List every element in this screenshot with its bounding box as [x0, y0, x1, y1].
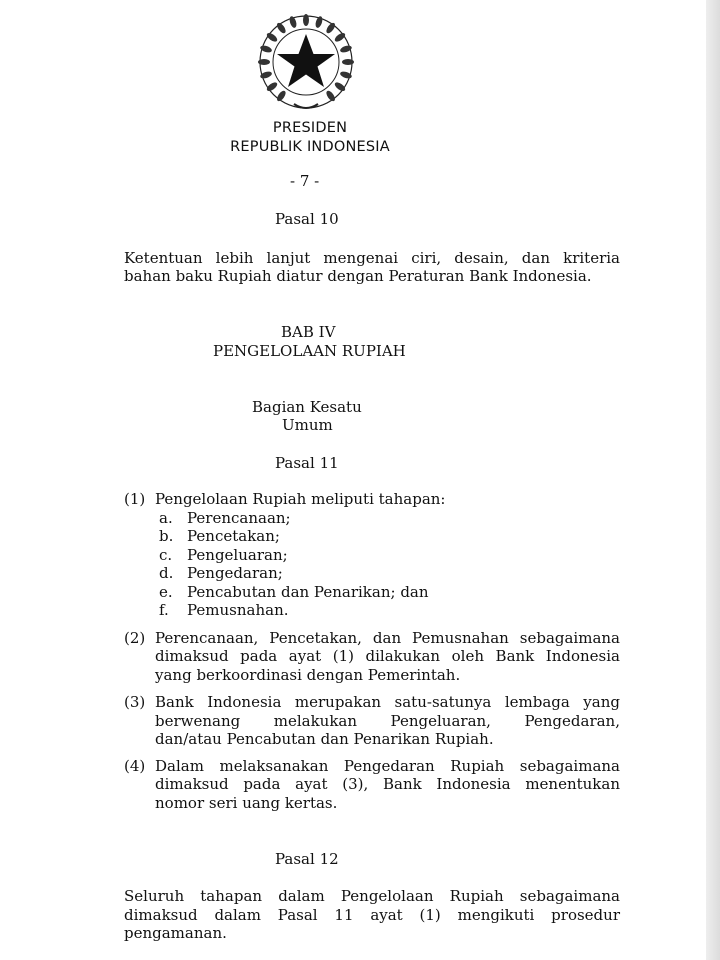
list-item-letter: f.: [159, 601, 169, 619]
list-item-letter: b.: [159, 527, 174, 545]
ayat-2-line-1: Perencanaan, Pencetakan, dan Pemusnahan sebagaimana: [155, 629, 620, 647]
list-item-letter: c.: [159, 546, 173, 564]
list-item-text: Pencetakan;: [187, 527, 280, 545]
state-emblem-icon: [254, 12, 358, 116]
list-item-text: Perencanaan;: [187, 509, 291, 527]
list-item-letter: e.: [159, 583, 173, 601]
pasal-12-line-1: Seluruh tahapan dalam Pengelolaan Rupiah sebagaimana: [124, 887, 620, 905]
list-item-text: Pengedaran;: [187, 564, 283, 582]
page-number: - 7 -: [290, 172, 320, 190]
bagian-number: Bagian Kesatu: [252, 398, 362, 416]
bagian-title: Umum: [282, 416, 333, 434]
bab-title: PENGELOLAAN RUPIAH: [213, 342, 406, 360]
list-item-text: Pengeluaran;: [187, 546, 288, 564]
ayat-3-line-1: Bank Indonesia merupakan satu-satunya lembaga yang: [155, 693, 620, 711]
ayat-1-number: (1): [124, 490, 146, 508]
ayat-2-line-2: dimaksud pada ayat (1) dilakukan oleh Bank Indonesia: [155, 647, 620, 665]
ayat-1-text: Pengelolaan Rupiah meliputi tahapan:: [155, 490, 446, 508]
list-item-text: Pemusnahan.: [187, 601, 289, 619]
header-republic: REPUBLIK INDONESIA: [230, 139, 390, 155]
page-edge-shadow: [706, 0, 720, 960]
bab-number: BAB IV: [281, 323, 336, 341]
header-president: PRESIDEN: [272, 120, 348, 136]
list-item-text: Pencabutan dan Penarikan; dan: [187, 583, 429, 601]
ayat-3-line-2: berwenang melakukan Pengeluaran, Pengedaran,: [155, 712, 620, 730]
pasal-12-line-3: pengamanan.: [124, 924, 227, 942]
pasal-12-line-2: dimaksud dalam Pasal 11 ayat (1) mengikuti prosedur: [124, 906, 620, 924]
ayat-4-line-3: nomor seri uang kertas.: [155, 794, 338, 812]
pasal-10-title: Pasal 10: [275, 210, 339, 228]
ayat-3-number: (3): [124, 693, 146, 711]
ayat-4-number: (4): [124, 757, 146, 775]
ayat-4-line-2: dimaksud pada ayat (3), Bank Indonesia menentukan: [155, 775, 620, 793]
pasal-12-title: Pasal 12: [275, 850, 339, 868]
pasal-11-title: Pasal 11: [275, 454, 339, 472]
ayat-4-line-1: Dalam melaksanakan Pengedaran Rupiah sebagaimana: [155, 757, 620, 775]
pasal-10-text-line-2: bahan baku Rupiah diatur dengan Peraturan Bank Indonesia.: [124, 267, 592, 285]
ayat-2-line-3: yang berkoordinasi dengan Pemerintah.: [155, 666, 461, 684]
pasal-10-text-line-1: Ketentuan lebih lanjut mengenai ciri, desain, dan kriteria: [124, 249, 620, 267]
list-item-letter: d.: [159, 564, 174, 582]
ayat-3-line-3: dan/atau Pencabutan dan Penarikan Rupiah.: [155, 730, 494, 748]
ayat-2-number: (2): [124, 629, 146, 647]
list-item-letter: a.: [159, 509, 173, 527]
